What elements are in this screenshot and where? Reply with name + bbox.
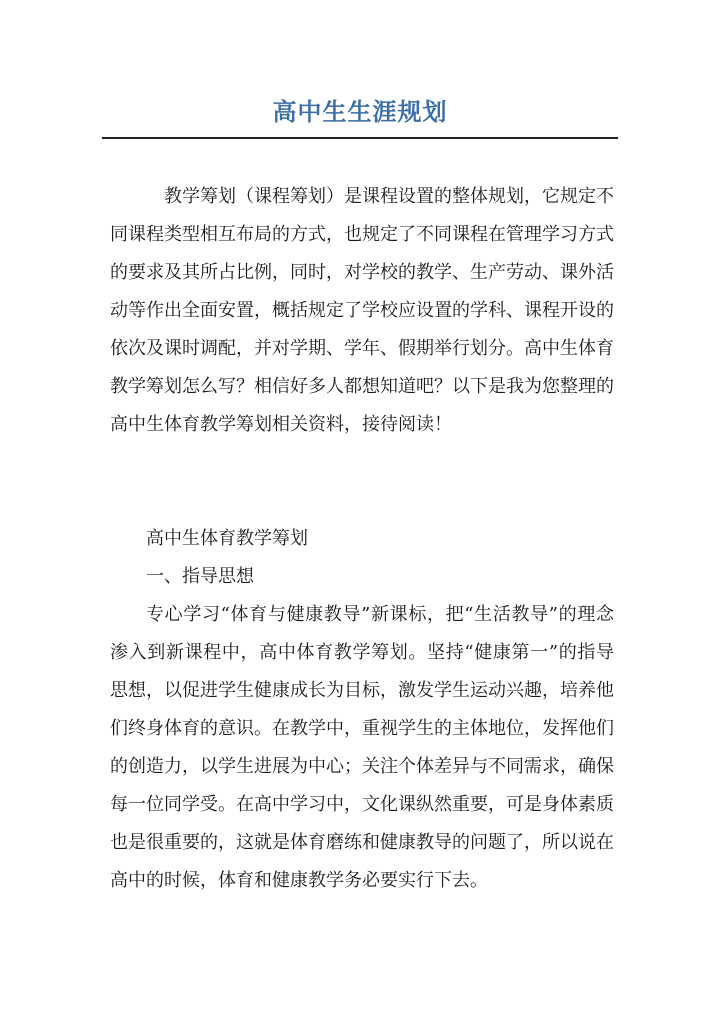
intro-paragraph: 教学筹划（课程筹划）是课程设置的整体规划，它规定不同课程类型相互布局的方式，也规定了不同课程在管理学习方式的要求及其所占比例，同时，对学校的教学、生产劳动、课外活动等作出全面安置，概括规定了学校应设置的学科、课程开设的依次及课时调配，并对学期、学年、假期举行划分。高中生体育教学筹划怎么写？相信好多人都想知道吧？以下是我为您整理的高中生体育教学筹划相关资料，接待阅读！ bbox=[110, 186, 614, 435]
plan-section bbox=[110, 520, 614, 900]
subsection-heading: 一、指导思想 bbox=[146, 566, 254, 587]
document-title: 高中生生涯规划 bbox=[272, 97, 448, 126]
section-heading: 高中生体育教学筹划 bbox=[146, 528, 308, 549]
intro-section bbox=[110, 178, 614, 444]
body-paragraph: 专心学习“体育与健康教导”新课标，把“生活教导”的理念渗入到新课程中，高中体育教学筹划。坚持“健康第一”的指导思想，以促进学生健康成长为目标，激发学生运动兴趣，培养他们终身体育的意识。在教学中，重视学生的主体地位，发挥他们的创造力，以学生进展为中心；关注个体差异与不同需求，确保每一位同学受。在高中学习中，文化课纵然重要，可是身体素质也是很重要的，这就是体育磨练和健康教导的问题了，所以说在高中的时候，体育和健康教学务必要实行下去。 bbox=[110, 604, 614, 891]
title-divider bbox=[102, 137, 618, 139]
